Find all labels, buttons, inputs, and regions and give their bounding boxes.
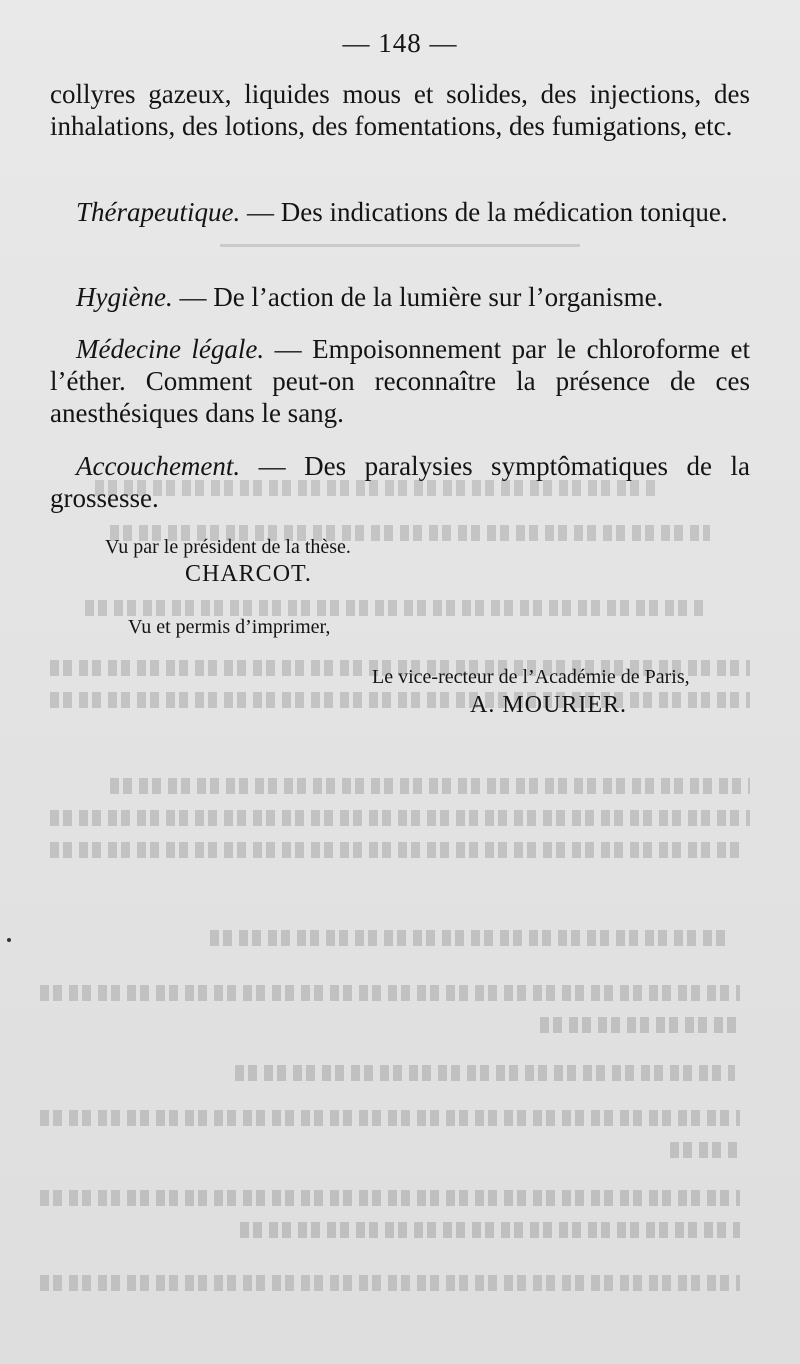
paragraph-text: — Des paralysies symptômatiques de la grossesse. <box>50 451 750 513</box>
bleed-line <box>50 692 750 708</box>
bleed-line <box>235 1065 735 1081</box>
bleed-line <box>50 810 750 826</box>
approval-line: Vu par le président de la thèse. <box>105 536 351 558</box>
bleed-line <box>85 600 705 616</box>
paragraph-text: — Empoisonnement par le chloroforme et l’éther. Comment peut-on reconnaître la présence de ces anesthésiques dans le sang. <box>50 334 750 428</box>
bleed-line <box>40 1110 740 1126</box>
bleed-line <box>40 1275 740 1291</box>
paper-speck <box>7 938 11 942</box>
bleed-line <box>40 1190 740 1206</box>
vice-recteur-title: Le vice-recteur de l’Académie de Paris, <box>372 666 690 688</box>
paragraph-therapeutique <box>50 196 750 228</box>
paragraph-text: — Des indications de la médication tonique. <box>240 197 728 227</box>
paragraph-medecine-legale <box>50 333 750 429</box>
page-number: — 148 — <box>342 28 458 58</box>
bleed-line <box>210 930 730 946</box>
section-topic: Accouchement. <box>76 451 241 481</box>
paragraph-text: — De l’action de la lumière sur l’organisme. <box>172 282 664 312</box>
paragraph-text: collyres gazeux, liquides mous et solides, des injections, des inhalations, des lotions, des fomentations, des fumigations, etc. <box>50 79 750 141</box>
section-topic: Médecine légale. <box>76 334 265 364</box>
bleed-line <box>40 985 740 1001</box>
bleed-line <box>670 1142 740 1158</box>
paragraph-continuation <box>50 78 750 142</box>
section-topic: Hygiène. <box>76 282 173 312</box>
president-name: CHARCOT. <box>185 561 312 587</box>
bleed-line <box>50 842 740 858</box>
paragraph-hygiene <box>50 281 750 313</box>
bleed-line <box>540 1017 740 1033</box>
bleed-line <box>240 1222 740 1238</box>
imprimatur-line: Vu et permis d’imprimer, <box>128 616 331 638</box>
section-topic: Thérapeutique. <box>76 197 241 227</box>
bleed-line <box>110 778 750 794</box>
paragraph-accouchement <box>50 450 750 514</box>
vice-recteur-name: A. MOURIER. <box>470 692 628 718</box>
